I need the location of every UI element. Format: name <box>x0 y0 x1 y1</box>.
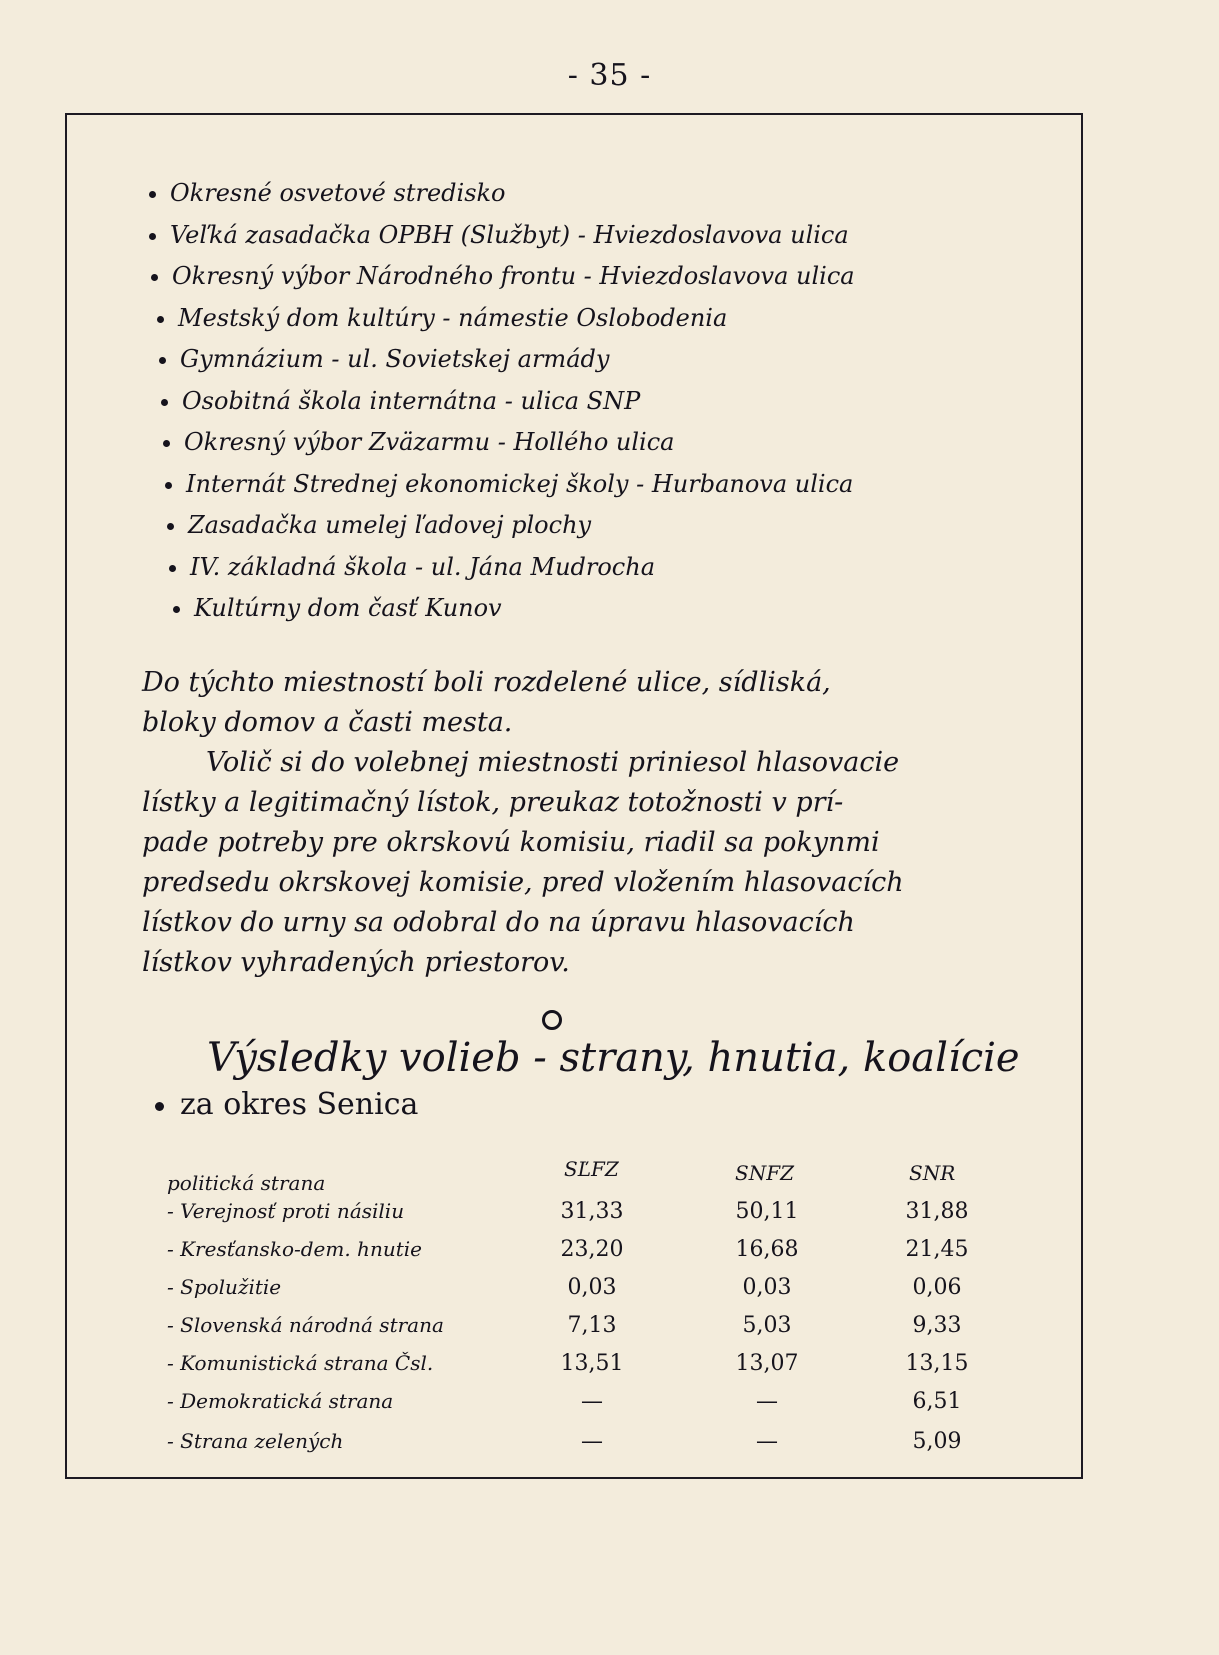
table-row <box>167 1237 1047 1275</box>
text-line: lístky a legitimačný lístok, preukaz totožnosti v prí- <box>142 787 844 818</box>
table-row <box>167 1313 1047 1351</box>
list-item: Kultúrny dom časť Kunov <box>173 588 1049 630</box>
list-item: Zasadačka umelej ľadovej plochy <box>167 505 1049 547</box>
value-snr: 21,45 <box>905 1237 969 1262</box>
list-item: Veľká zasadačka OPBH (Službyt) - Hviezdoslavova ulica <box>149 215 1049 257</box>
table-row <box>167 1351 1047 1389</box>
column-header-slfz: SĽFZ <box>564 1157 619 1181</box>
bullet-dot <box>161 399 168 406</box>
circle-mark-icon <box>542 1010 562 1030</box>
value-snfz: 16,68 <box>735 1237 799 1262</box>
bullet-dot <box>165 482 172 489</box>
value-snfz: 50,11 <box>735 1199 799 1224</box>
table-row <box>167 1429 1047 1467</box>
content-frame <box>65 113 1083 1479</box>
column-header-party: politická strana <box>167 1171 326 1195</box>
body-text <box>142 663 1052 983</box>
value-slfz: 23,20 <box>560 1237 624 1262</box>
value-snr: 5,09 <box>912 1429 962 1454</box>
polling-stations-list <box>149 173 1049 630</box>
value-slfz: 31,33 <box>560 1199 624 1224</box>
text-line: Volič si do volebnej miestnosti priniesol hlasovacie <box>206 747 900 778</box>
section-subheading: za okres Senica <box>155 1087 418 1122</box>
value-snr: 6,51 <box>912 1389 962 1414</box>
list-item: Okresný výbor Národného frontu - Hviezdoslavova ulica <box>151 256 1049 298</box>
list-item: Internát Strednej ekonomickej školy - Hurbanova ulica <box>165 464 1049 506</box>
column-header-snr: SNR <box>909 1161 956 1185</box>
text-line: lístkov do urny sa odobral do na úpravu hlasovacích <box>142 907 855 938</box>
party-name: - Spolužitie <box>167 1275 282 1299</box>
party-name: - Demokratická strana <box>167 1389 394 1413</box>
value-snfz: — <box>756 1389 778 1414</box>
bullet-dot <box>155 1102 164 1111</box>
value-slfz: 0,03 <box>567 1275 617 1300</box>
bullet-dot <box>151 274 158 281</box>
bullet-dot <box>173 606 180 613</box>
list-item: Mestský dom kultúry - námestie Oslobodenia <box>157 298 1049 340</box>
bullet-dot <box>157 316 164 323</box>
table-row <box>167 1199 1047 1237</box>
column-header-snfz: SNFZ <box>735 1161 794 1185</box>
value-snfz: 0,03 <box>742 1275 792 1300</box>
table-row <box>167 1275 1047 1313</box>
text-line: Do týchto miestností boli rozdelené ulice, sídliská, <box>142 667 831 698</box>
value-snr: 0,06 <box>912 1275 962 1300</box>
table-row <box>167 1389 1047 1427</box>
value-slfz: — <box>581 1429 603 1454</box>
section-heading: Výsledky volieb - strany, hnutia, koalície <box>207 1035 1020 1081</box>
text-line: lístkov vyhradených priestorov. <box>142 947 570 978</box>
value-slfz: 13,51 <box>560 1351 624 1376</box>
list-item: Okresné osvetové stredisko <box>149 173 1049 215</box>
bullet-dot <box>149 233 156 240</box>
text-line: predsedu okrskovej komisie, pred vložením hlasovacích <box>142 867 904 898</box>
text-line: pade potreby pre okrskovú komisiu, riadil sa pokynmi <box>142 827 880 858</box>
page-number: - 35 - <box>567 58 652 93</box>
value-snr: 31,88 <box>905 1199 969 1224</box>
bullet-dot <box>159 357 166 364</box>
results-table <box>167 1127 1047 1457</box>
text-line: bloky domov a časti mesta. <box>142 707 513 738</box>
bullet-dot <box>169 565 176 572</box>
bullet-dot <box>167 523 174 530</box>
party-name: - Kresťansko-dem. hnutie <box>167 1237 422 1261</box>
list-item: Okresný výbor Zväzarmu - Hollého ulica <box>163 422 1049 464</box>
value-snfz: 13,07 <box>735 1351 799 1376</box>
value-slfz: — <box>581 1389 603 1414</box>
party-name: - Verejnosť proti násiliu <box>167 1199 405 1223</box>
list-item: IV. základná škola - ul. Jána Mudrocha <box>169 547 1049 589</box>
value-snfz: — <box>756 1429 778 1454</box>
party-name: - Slovenská národná strana <box>167 1313 444 1337</box>
list-item: Osobitná škola internátna - ulica SNP <box>161 381 1049 423</box>
list-item: Gymnázium - ul. Sovietskej armády <box>159 339 1049 381</box>
value-snr: 9,33 <box>912 1313 962 1338</box>
party-name: - Komunistická strana Čsl. <box>167 1351 434 1375</box>
value-snr: 13,15 <box>905 1351 969 1376</box>
value-snfz: 5,03 <box>742 1313 792 1338</box>
value-slfz: 7,13 <box>567 1313 617 1338</box>
bullet-dot <box>149 191 156 198</box>
bullet-dot <box>163 440 170 447</box>
party-name: - Strana zelených <box>167 1429 344 1453</box>
